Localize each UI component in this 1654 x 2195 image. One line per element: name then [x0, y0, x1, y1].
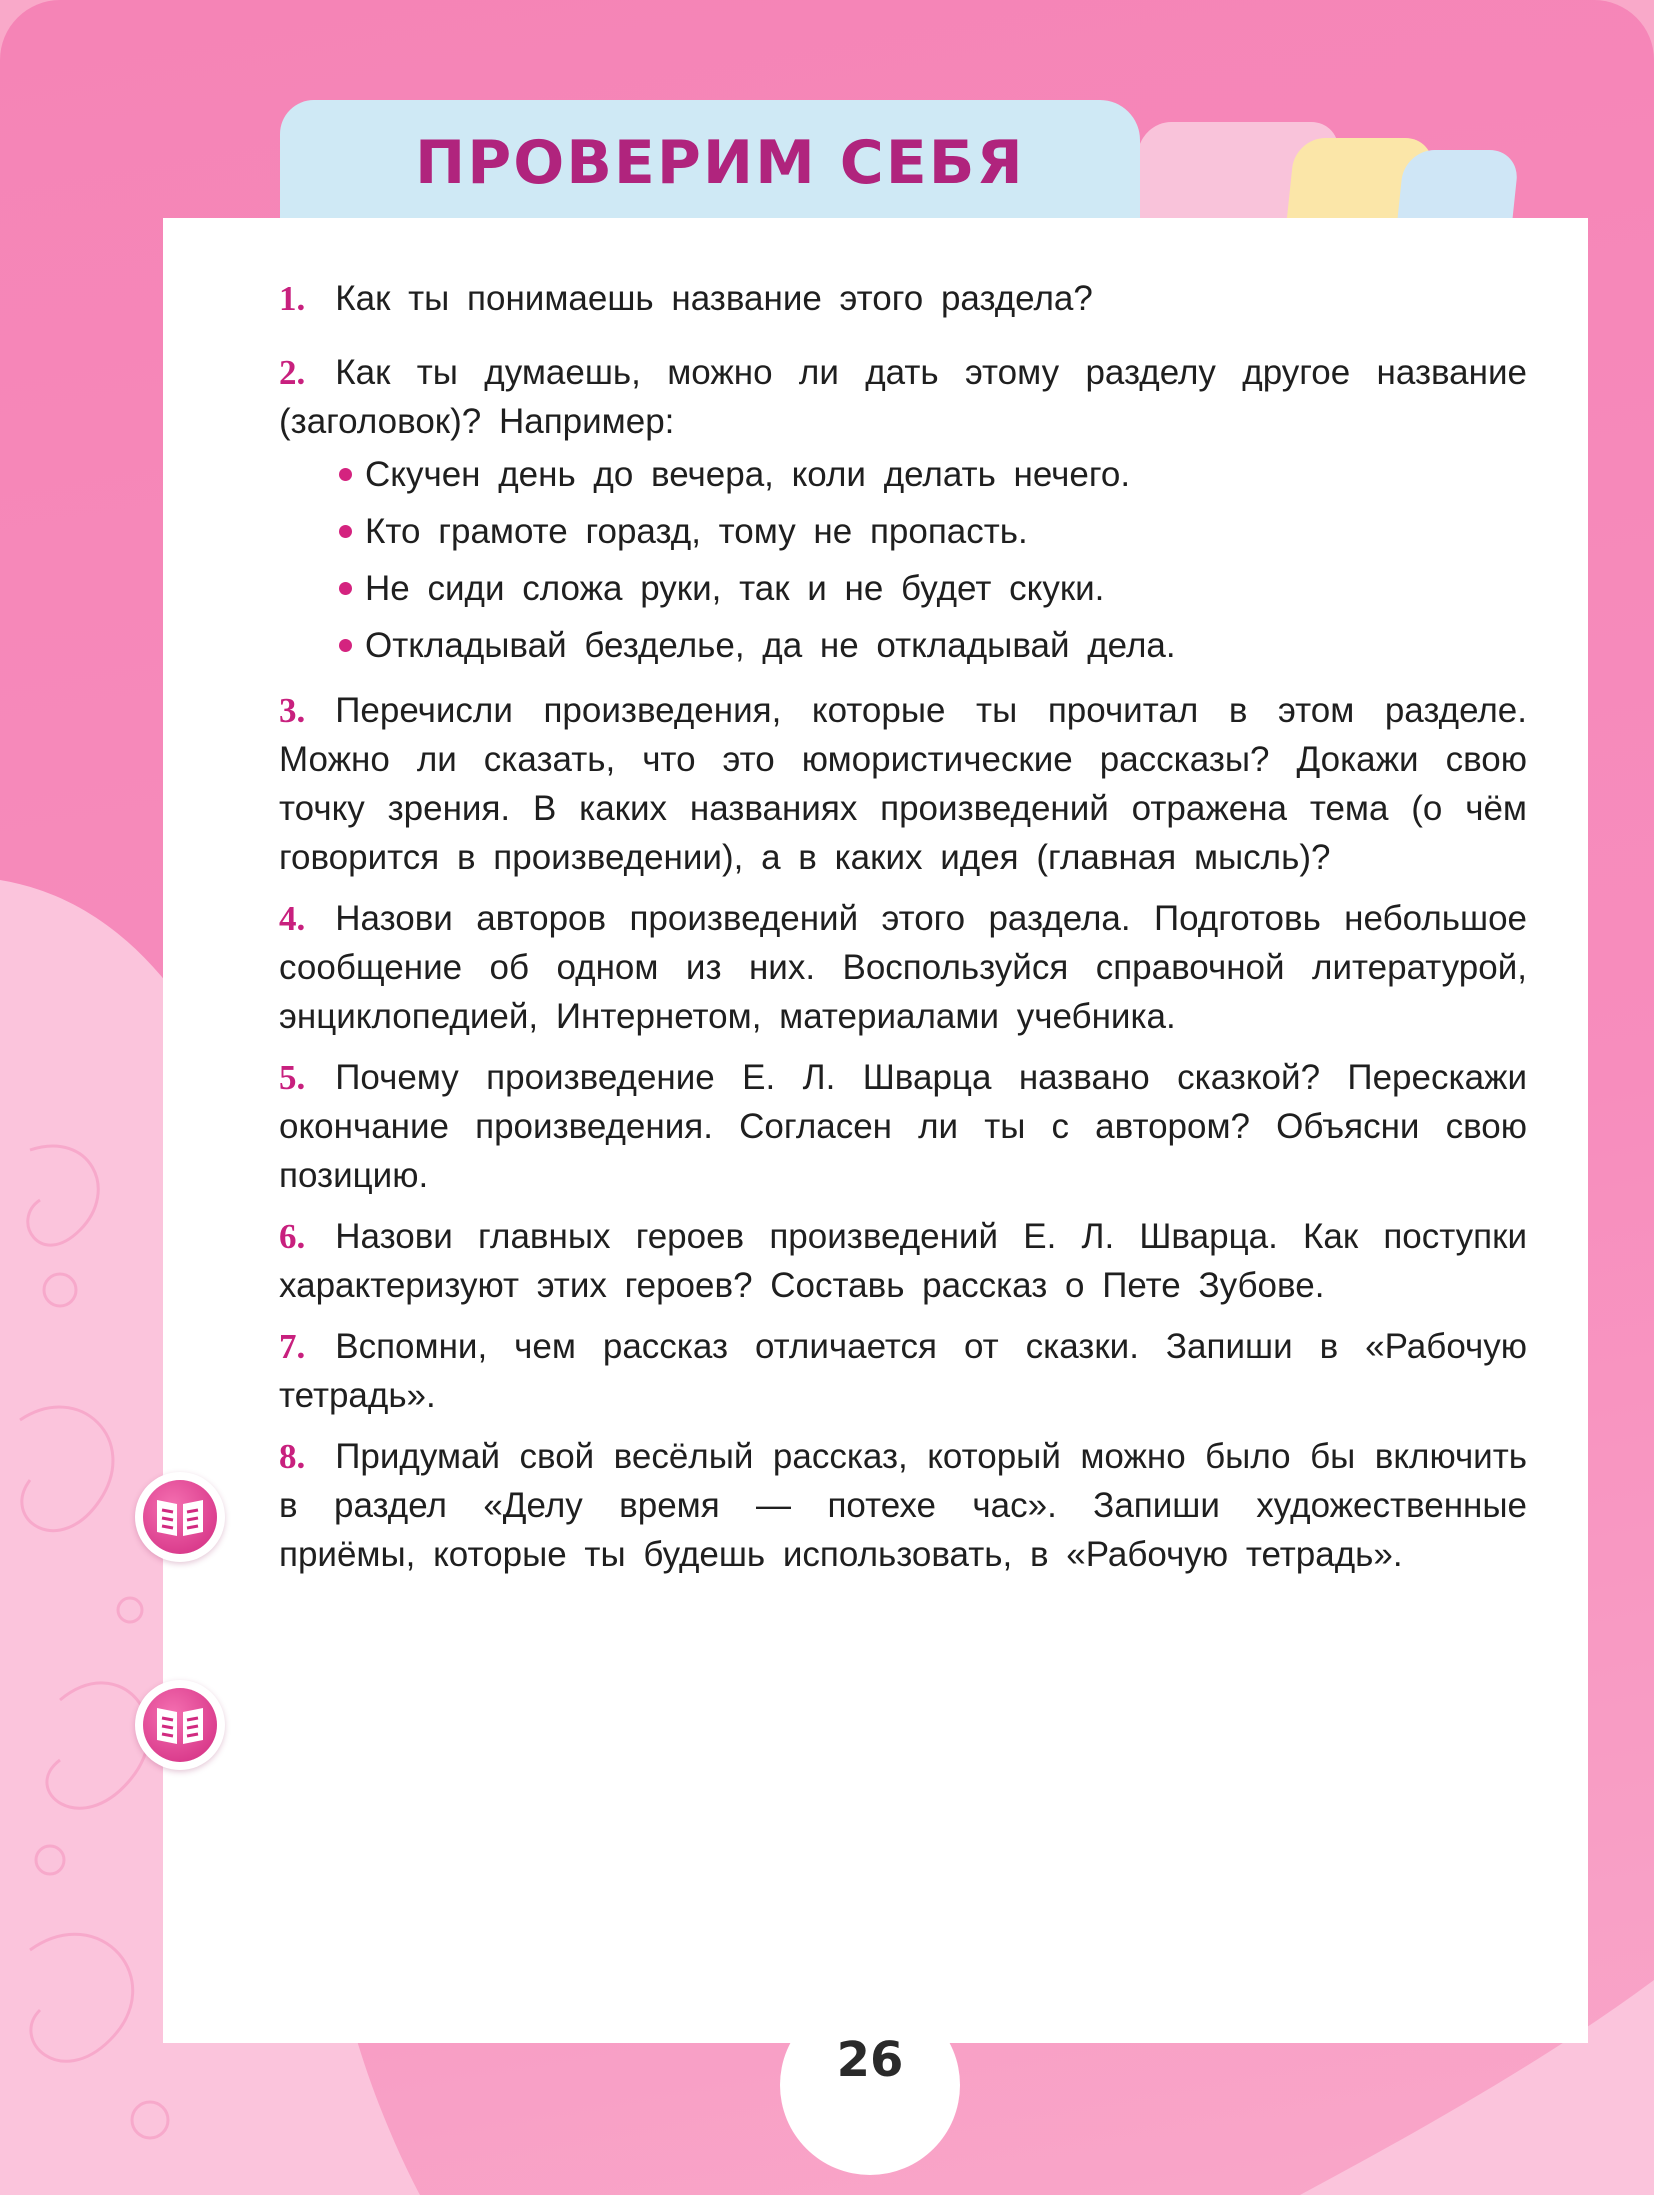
question-number: 8. — [279, 1437, 306, 1476]
question-4 — [279, 894, 1527, 1041]
open-book-icon — [153, 1702, 207, 1748]
question-text: Как ты понимаешь название этого раздела? — [335, 279, 1093, 318]
open-book-icon — [153, 1494, 207, 1540]
question-2 — [279, 348, 1527, 446]
list-item: Скучен день до вечера, коли делать нечего. — [331, 450, 1527, 499]
question-text: Как ты думаешь, можно ли дать этому разделу другое название (заголовок)? Например: — [279, 353, 1527, 441]
question-text: Почему произведение Е. Л. Шварца названо сказкой? Перескажи окончание произведения. Согласен ли ты с автором? Объясни свою позицию. — [279, 1058, 1527, 1195]
question-text: Вспомни, чем рассказ отличается от сказки. Запиши в «Рабочую тетрадь». — [279, 1327, 1527, 1415]
question-number: 1. — [279, 279, 306, 318]
question-1 — [279, 274, 1527, 323]
bullet-icon — [339, 468, 352, 481]
question-number: 3. — [279, 691, 306, 730]
proverbs-list — [279, 450, 1527, 670]
bullet-icon — [339, 525, 352, 538]
list-item: Не сиди сложа руки, так и не будет скуки. — [331, 564, 1527, 613]
question-7 — [279, 1322, 1527, 1420]
list-item: Откладывай безделье, да не откладывай дела. — [331, 621, 1527, 670]
list-item: Кто грамоте горазд, тому не пропасть. — [331, 507, 1527, 556]
question-number: 7. — [279, 1327, 306, 1366]
question-text: Перечисли произведения, которые ты прочитал в этом разделе. Можно ли сказать, что это юмористические рассказы? Докажи свою точку зрения. В каких названиях произведений отражена тема (о чём говорится в произведении), а в каких идея (главная мысль)? — [279, 691, 1527, 877]
question-8 — [279, 1432, 1527, 1579]
page-title: ПРОВЕРИМ СЕБЯ — [415, 128, 1025, 198]
question-number: 5. — [279, 1058, 306, 1097]
question-3 — [279, 686, 1527, 882]
question-6 — [279, 1212, 1527, 1310]
question-number: 4. — [279, 899, 306, 938]
question-text: Придумай свой весёлый рассказ, который можно было бы включить в раздел «Делу время — потехе час». Запиши художественные приёмы, которые ты будешь использовать, в «Рабочую тетрадь». — [279, 1437, 1527, 1574]
question-text: Назови авторов произведений этого раздела. Подготовь небольшое сообщение об одном из них. Воспользуйся справочной литературой, энциклопедией, Интернетом, материалами учебника. — [279, 899, 1527, 1036]
question-5 — [279, 1053, 1527, 1200]
workbook-icon[interactable] — [135, 1472, 225, 1562]
bullet-icon — [339, 639, 352, 652]
question-number: 6. — [279, 1217, 306, 1256]
workbook-icon[interactable] — [135, 1680, 225, 1770]
questions-list — [279, 274, 1527, 1591]
page-number: 26 — [836, 2032, 904, 2088]
question-text: Назови главных героев произведений Е. Л. Шварца. Как поступки характеризуют этих героев? Составь рассказ о Пете Зубове. — [279, 1217, 1527, 1305]
bullet-icon — [339, 582, 352, 595]
question-number: 2. — [279, 353, 306, 392]
